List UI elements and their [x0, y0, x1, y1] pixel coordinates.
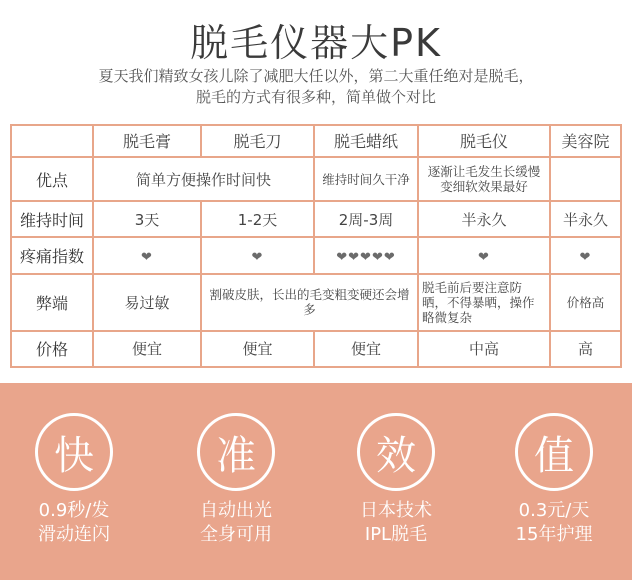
heart-icon: ❤ [579, 249, 592, 265]
feature-value [484, 413, 624, 547]
row-label-advantage: 优点 [11, 157, 93, 202]
heart-icon: ❤❤❤❤❤ [336, 249, 396, 265]
cell-price-razor: 便宜 [201, 331, 314, 367]
header-salon: 美容院 [550, 125, 621, 157]
feature-effect-badge: 效 [357, 413, 435, 491]
intro-line-1: 夏天我们精致女孩儿除了减肥大任以外，第二大重任绝对是脱毛， [98, 67, 534, 85]
table-header-row [11, 125, 621, 157]
table-row-duration [11, 201, 621, 237]
feature-fast [4, 413, 144, 547]
table-row-advantage [11, 157, 621, 202]
header-cream: 脱毛膏 [93, 125, 201, 157]
row-label-duration: 维持时间 [11, 201, 93, 237]
cell-duration-razor: 1-2天 [201, 201, 314, 237]
page-title: 脱毛仪器大PK [190, 21, 442, 65]
table-row-price [11, 331, 621, 367]
cell-duration-device: 半永久 [418, 201, 550, 237]
header-empty [11, 125, 93, 157]
feature-fast-badge: 快 [35, 413, 113, 491]
cell-pain-wax [314, 237, 418, 273]
cell-drawbacks-razor: 割破皮肤，长出的毛变粗变硬还会增多 [201, 274, 418, 331]
cell-drawbacks-device: 脱毛前后要注意防晒，不得暴晒，操作略微复杂 [418, 274, 550, 331]
cell-advantage-wax: 维持时间久干净 [314, 157, 418, 202]
feature-precise-line2: 全身可用 [200, 524, 272, 545]
feature-effect-line1: 日本技术 [360, 500, 432, 521]
heart-icon: ❤ [251, 249, 264, 265]
feature-precise-badge: 准 [197, 413, 275, 491]
intro-line-2: 脱毛的方式有很多种，简单做个对比 [195, 88, 436, 106]
cell-duration-wax: 2周-3周 [314, 201, 418, 237]
header-device: 脱毛仪 [418, 125, 550, 157]
cell-price-device: 中高 [418, 331, 550, 367]
feature-precise-line1: 自动出光 [200, 500, 272, 521]
feature-value-line1: 0.3元/天 [518, 500, 590, 521]
heart-icon: ❤ [141, 249, 153, 265]
cell-duration-salon: 半永久 [550, 201, 621, 237]
cell-advantage-salon [550, 157, 621, 202]
cell-price-cream: 便宜 [93, 331, 201, 367]
row-label-pain: 疼痛指数 [11, 237, 93, 273]
table-row-drawbacks [11, 274, 621, 331]
feature-effect-line2: IPL脱毛 [364, 524, 428, 545]
cell-advantage-device: 逐渐让毛发生长缓慢变细软效果最好 [418, 157, 550, 202]
table-row-pain [11, 237, 621, 273]
header-wax: 脱毛蜡纸 [314, 125, 418, 157]
cell-drawbacks-cream: 易过敏 [93, 274, 201, 331]
header-razor: 脱毛刀 [201, 125, 314, 157]
cell-price-wax: 便宜 [314, 331, 418, 367]
feature-precise [166, 413, 306, 547]
row-label-price: 价格 [11, 331, 93, 367]
cell-duration-cream: 3天 [93, 201, 201, 237]
feature-value-badge: 值 [515, 413, 593, 491]
cell-pain-cream [93, 237, 201, 273]
feature-fast-line2: 滑动连闪 [38, 524, 110, 545]
feature-effect [326, 413, 466, 547]
feature-fast-line1: 0.9秒/发 [38, 500, 110, 521]
row-label-drawbacks: 弊端 [11, 274, 93, 331]
heart-icon: ❤ [478, 249, 490, 265]
feature-value-line2: 15年护理 [515, 524, 593, 545]
intro-text [60, 66, 572, 108]
cell-pain-razor [201, 237, 314, 273]
cell-price-salon: 高 [550, 331, 621, 367]
cell-advantage-merged: 简单方便操作时间快 [93, 157, 314, 202]
comparison-table [10, 124, 622, 368]
features-section [0, 383, 632, 580]
cell-pain-salon [550, 237, 621, 273]
cell-pain-device [418, 237, 550, 273]
cell-drawbacks-salon: 价格高 [550, 274, 621, 331]
